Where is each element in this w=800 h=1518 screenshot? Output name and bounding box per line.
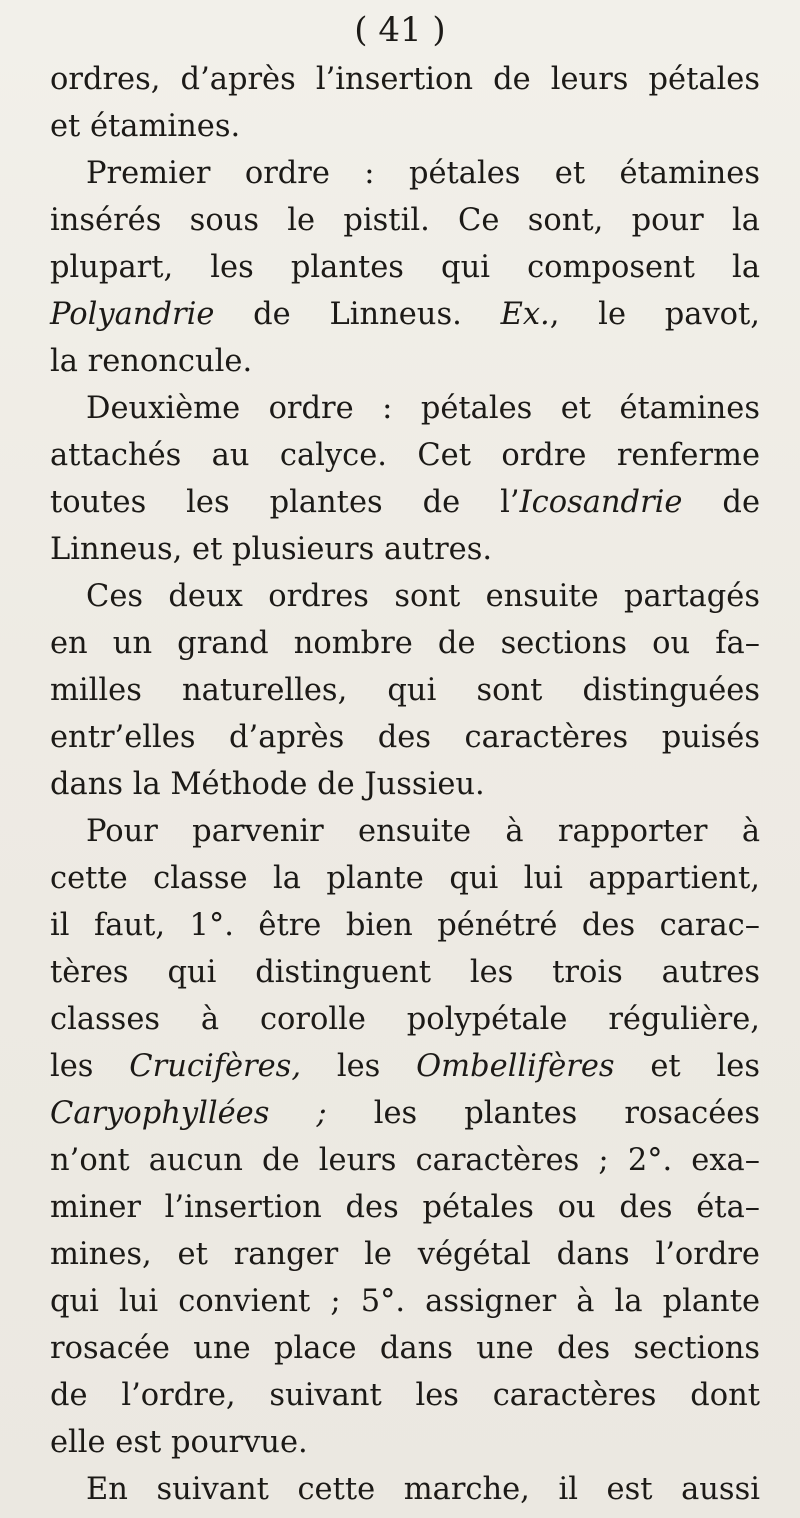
text-line [50,996,760,1043]
text-segment: entr’elles d’après des caractères puisés [50,720,760,755]
text-segment: et les [614,1049,760,1084]
text-line [50,1466,760,1513]
text-line [50,714,760,761]
text-line [50,197,760,244]
text-segment: milles naturelles, qui sont distinguées [50,673,760,708]
text-segment: tères qui distinguent les trois autres [50,955,760,990]
body-text [50,56,760,1513]
text-segment: en un grand nombre de sections ou fa– [50,626,760,661]
text-line [50,338,760,385]
text-segment: Ces deux ordres sont ensuite partagés [86,579,760,614]
text-line [50,1090,760,1137]
italic-text: Ex. [500,297,550,332]
text-segment: de l’ordre, suivant les caractères dont [50,1378,760,1413]
text-segment: classes à corolle polypétale régulière, [50,1002,760,1037]
text-segment: les [50,1049,130,1084]
text-segment: la renoncule. [50,344,253,379]
text-line [50,1419,760,1466]
italic-text: Caryophyllées ; [50,1096,327,1131]
text-segment: mines, et ranger le végétal dans l’ordre [50,1237,760,1272]
text-segment: elle est pourvue. [50,1425,308,1460]
text-segment: rosacée une place dans une des sections [50,1331,760,1366]
text-segment: Pour parvenir ensuite à rapporter à [86,814,760,849]
text-segment: dans la Méthode de Jussieu. [50,767,485,802]
text-segment: n’ont aucun de leurs caractères ; 2°. exa– [50,1143,760,1178]
text-line [50,1043,760,1090]
text-segment: plupart, les plantes qui composent la [50,250,760,285]
text-line [50,620,760,667]
page-number: ( 41 ) [354,10,446,50]
italic-text: Ombellifères [416,1049,615,1084]
text-line [50,949,760,996]
text-segment: qui lui convient ; 5°. assigner à la plante [50,1284,760,1319]
text-segment: toutes les plantes de l’ [50,485,520,520]
text-line [50,1372,760,1419]
text-line [50,385,760,432]
text-line [50,1184,760,1231]
text-line [50,103,760,150]
text-line [50,150,760,197]
text-line [50,761,760,808]
italic-text: Polyandrie [50,297,215,332]
text-segment: il faut, 1°. être bien pénétré des carac– [50,908,760,943]
text-segment: , le pavot, [549,297,760,332]
text-line [50,1278,760,1325]
text-line [50,526,760,573]
text-line [50,56,760,103]
text-line [50,855,760,902]
text-line [50,902,760,949]
text-segment: Linneus, et plusieurs autres. [50,532,493,567]
text-segment: les plantes rosacées [326,1096,760,1131]
text-segment: et étamines. [50,109,241,144]
text-line [50,667,760,714]
text-segment: cette classe la plante qui lui appartient, [50,861,760,896]
text-line [50,479,760,526]
italic-text: Icosandrie [519,485,683,520]
text-segment: de Linneus. [214,297,501,332]
text-line [50,808,760,855]
text-line [50,1231,760,1278]
text-line [50,244,760,291]
text-segment: Premier ordre : pétales et étamines [86,156,760,191]
text-line [50,432,760,479]
text-segment: Deuxième ordre : pétales et étamines [86,391,760,426]
text-line [50,1137,760,1184]
text-segment: les [301,1049,417,1084]
italic-text: Crucifères, [129,1049,302,1084]
text-line [50,1325,760,1372]
text-segment: ordres, d’après l’insertion de leurs pétales [50,62,760,97]
text-line [50,291,760,338]
text-segment: insérés sous le pistil. Ce sont, pour la [50,203,760,238]
text-segment: miner l’insertion des pétales ou des éta– [50,1190,760,1225]
text-segment: En suivant cette marche, il est aussi [86,1472,760,1507]
text-line [50,573,760,620]
text-segment: de [682,485,760,520]
text-segment: attachés au calyce. Cet ordre renferme [50,438,760,473]
